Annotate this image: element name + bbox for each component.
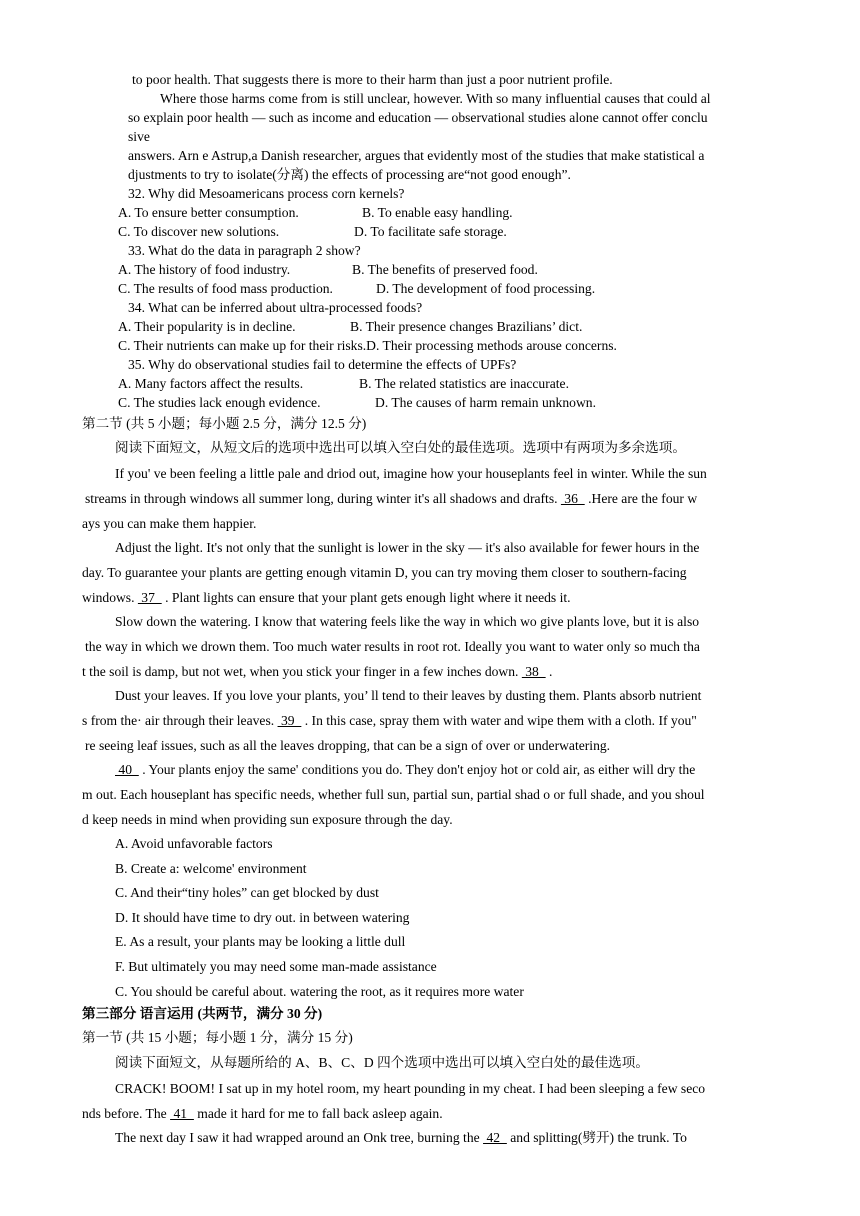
passage-line: Where those harms come from is still unclear, however. With so many influential causes that could al [160, 91, 711, 106]
blank-36: 36 [560, 491, 585, 506]
blank-38: 38 [521, 664, 546, 679]
paragraph-line: nds before. The 41 made it hard for me to fall back asleep again. [82, 1106, 443, 1121]
option-d: D. To facilitate safe storage. [354, 224, 507, 239]
paragraph-line: s from the· air through their leaves. 39 . In this case, spray them with water and wipe them with a cloth. If you" [82, 713, 697, 728]
paragraph-line: d keep needs in mind when providing sun exposure through the day. [82, 812, 453, 827]
answer-option: C. And their“tiny holes” can get blocked by dust [115, 885, 379, 900]
answer-option: A. Avoid unfavorable factors [115, 836, 273, 851]
paragraph-line: The next day I saw it had wrapped around an Onk tree, burning the 42 and splitting(劈开) the trunk. To [115, 1130, 687, 1145]
section-heading: 第二节 (共 5 小题；每小题 2.5 分，满分 12.5 分) [82, 416, 367, 431]
option-b: B. The related statistics are inaccurate. [359, 376, 569, 391]
paragraph-line: Dust your leaves. If you love your plants, you’ ll tend to their leaves by dusting them. Plants absorb nutrient [115, 688, 702, 703]
option-c: C. To discover new solutions. [118, 224, 280, 239]
section-heading: 第一节 (共 15 小题；每小题 1 分，满分 15 分) [82, 1030, 353, 1045]
option-d: D. The development of food processing. [376, 281, 596, 296]
option-b: B. The benefits of preserved food. [352, 262, 538, 277]
option-c-d: C. Their nutrients can make up for their risks.D. Their processing methods arouse concerns. [118, 338, 617, 353]
paragraph-line: CRACK! BOOM! I sat up in my hotel room, my heart pounding in my cheat. I had been sleeping a few seco [115, 1081, 706, 1096]
answer-option: E. As a result, your plants may be looking a little dull [115, 934, 406, 949]
paragraph-line: m out. Each houseplant has specific needs, whether full sun, partial sun, partial shad o or full shade, and you shoul [82, 787, 705, 802]
passage-line: so explain poor health — such as income and education — observational studies alone cannot offer conclu [128, 110, 708, 125]
question-stem: 32. Why did Mesoamericans process corn kernels? [128, 186, 405, 201]
paragraph-line: ays you can make them happier. [82, 516, 257, 531]
question-stem: 35. Why do observational studies fail to determine the effects of UPFs? [128, 357, 517, 372]
paragraph-line: re seeing leaf issues, such as all the leaves dropping, that can be a sign of over or underwatering. [85, 738, 611, 753]
paragraph-line: windows. 37 . Plant lights can ensure that your plant gets enough light where it needs it. [82, 590, 571, 605]
question-stem: 34. What can be inferred about ultra-processed foods? [128, 300, 423, 315]
option-a: A. The history of food industry. [118, 262, 291, 277]
blank-37: 37 [137, 590, 162, 605]
answer-option: D. It should have time to dry out. in between watering [115, 910, 410, 925]
option-a: A. Their popularity is in decline. [118, 319, 296, 334]
paragraph-line: If you' ve been feeling a little pale and driod out, imagine how your houseplants feel in winter. While the sun [115, 466, 707, 481]
option-a: A. To ensure better consumption. [118, 205, 299, 220]
option-a: A. Many factors affect the results. [118, 376, 304, 391]
option-c: C. The studies lack enough evidence. [118, 395, 321, 410]
blank-39: 39 [277, 713, 302, 728]
paragraph-line: the way in which we drown them. Too much water results in root rot. Ideally you want to water only so much tha [85, 639, 700, 654]
paragraph-line: day. To guarantee your plants are getting enough vitamin D, you can try moving them closer to southern-facing [82, 565, 687, 580]
passage-line: answers. Arn e Astrup,a Danish researcher, argues that evidently most of the studies that make statistical a [128, 148, 705, 163]
blank-40: 40 [115, 762, 139, 777]
part-heading: 第三部分 语言运用 (共两节，满分 30 分) [82, 1006, 323, 1021]
paragraph-line: Slow down the watering. I know that watering feels like the way in which wo give plants love, but it is also [115, 614, 700, 629]
blank-42: 42 [483, 1130, 507, 1145]
answer-option: F. But ultimately you may need some man-made assistance [115, 959, 437, 974]
answer-option: B. Create a: welcome' environment [115, 861, 307, 876]
option-c: C. The results of food mass production. [118, 281, 333, 296]
paragraph-line: 40 . Your plants enjoy the same' conditions you do. They don't enjoy hot or cold air, as either will dry the [115, 762, 696, 777]
passage-line: djustments to try to isolate(分离) the effects of processing are“not good enough”. [128, 167, 571, 182]
option-d: D. The causes of harm remain unknown. [375, 395, 596, 410]
option-b: B. Their presence changes Brazilians’ dict. [350, 319, 583, 334]
option-b: B. To enable easy handling. [362, 205, 513, 220]
passage-line: sive [128, 129, 150, 144]
passage-line: to poor health. That suggests there is more to their harm than just a poor nutrient profile. [132, 72, 613, 87]
instruction: 阅读下面短文，从短文后的选项中选出可以填入空白处的最佳选项。选项中有两项为多余选项。 [115, 440, 686, 455]
paragraph-line: t the soil is damp, but not wet, when you stick your finger in a few inches down. 38 . [82, 664, 553, 679]
paragraph-line: Adjust the light. It's not only that the sunlight is lower in the sky — it's also available for fewer hours in the [115, 540, 700, 555]
instruction: 阅读下面短文，从每题所给的 A、B、C、D 四个选项中选出可以填入空白处的最佳选项。 [115, 1055, 649, 1070]
blank-41: 41 [170, 1106, 194, 1121]
answer-option: C. You should be careful about. watering the root, as it requires more water [115, 984, 524, 999]
question-stem: 33. What do the data in paragraph 2 show? [128, 243, 361, 258]
paragraph-line: streams in through windows all summer long, during winter it's all shadows and drafts. 36 .Here are the four w [85, 491, 698, 506]
